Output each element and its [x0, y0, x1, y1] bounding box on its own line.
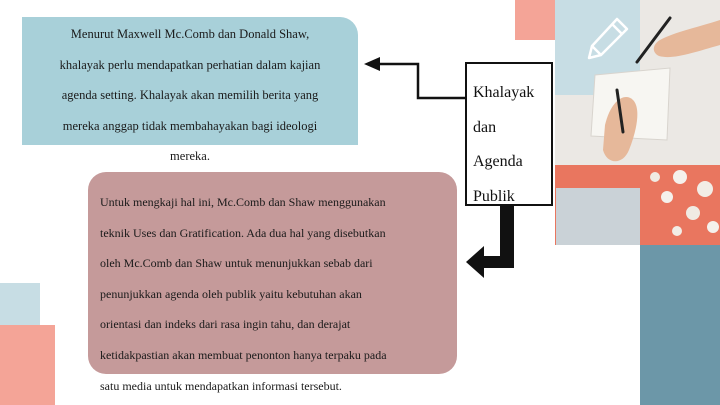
decor-lightblue-mid — [556, 188, 640, 245]
title-textbox — [465, 62, 553, 206]
arrow-down-left-icon — [460, 204, 530, 280]
arrow-left-icon — [360, 50, 470, 110]
decor-lightblue-left — [0, 283, 40, 325]
photo-writing-hands — [555, 0, 720, 165]
decor-salmon-top — [515, 0, 555, 40]
title-text: Khalayak dan Agenda Publik — [473, 84, 535, 205]
detail-textbox — [88, 172, 457, 393]
intro-text: Menurut Maxwell Mc.Comb dan Donald Shaw, khalayak perlu mendapatkan perhatian dalam kajian agenda setting. Khalayak akan memilih berita yang mereka anggap tidak membahayakan bagi ideologi mereka. — [59, 27, 321, 163]
decor-teal-block — [640, 245, 720, 405]
pencil-icon — [583, 14, 633, 64]
detail-text: Untuk mengkaji hal ini, Mc.Comb dan Shaw menggunakan teknik Uses dan Gratification. Ada dua hal yang disebutkan oleh Mc.Comb dan Shaw untuk menunjukkan sebab dari penunjukkan agenda oleh publik yaitu kebutuhan akan orientasi dan indeks dari rasa ingin tahu, dan derajat ketidakpastian akan membuat penonton hanya terpaku pada satu media untuk mendapatkan informasi tersebut. — [100, 195, 387, 393]
decor-salmon-left — [0, 325, 55, 405]
intro-textbox — [22, 17, 358, 163]
